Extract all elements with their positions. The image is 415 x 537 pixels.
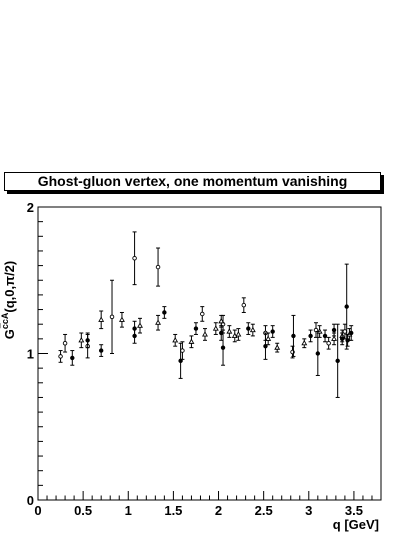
data-point-open-triangle — [332, 336, 336, 340]
data-point-filled-circle — [221, 346, 225, 350]
data-point-filled-circle — [332, 328, 336, 332]
plot-frame — [38, 207, 381, 500]
y-tick-label: 0 — [26, 493, 34, 508]
data-point-filled-circle — [309, 334, 313, 338]
data-point-filled-circle — [271, 330, 275, 334]
data-point-filled-circle — [163, 311, 167, 315]
y-axis-label-args: (q,0,π/2) — [2, 260, 17, 313]
y-axis-label-base: G — [2, 329, 17, 340]
data-point-open-triangle — [189, 339, 193, 343]
x-tick-label: 2.5 — [254, 503, 273, 518]
data-point-open-triangle — [236, 332, 240, 336]
data-point-filled-circle — [340, 337, 344, 341]
data-point-filled-circle — [316, 352, 320, 356]
x-axis — [34, 491, 381, 518]
data-point-filled-circle — [247, 327, 251, 331]
data-point-filled-circle — [336, 359, 340, 363]
data-point-open-triangle — [214, 326, 218, 330]
y-tick-label: 1 — [26, 346, 34, 362]
data-point-open-triangle — [266, 336, 270, 340]
data-point-filled-circle — [264, 344, 268, 348]
data-point-open-circle — [181, 349, 185, 353]
data-marks — [59, 232, 354, 398]
data-point-open-circle — [242, 303, 246, 307]
data-point-open-triangle — [251, 328, 255, 332]
data-point-open-triangle — [227, 329, 231, 333]
data-point-filled-circle — [194, 327, 198, 331]
y-axis — [27, 200, 48, 508]
data-point-open-triangle — [302, 341, 306, 345]
data-point-open-circle — [59, 355, 63, 359]
data-point-open-triangle — [203, 332, 207, 336]
data-point-filled-circle — [99, 349, 103, 353]
data-point-open-circle — [327, 341, 331, 345]
x-tick-label: 1.5 — [164, 503, 183, 518]
data-point-open-circle — [200, 312, 204, 316]
x-tick-label: 2 — [214, 503, 223, 518]
y-axis-label-superscript: c̅cA — [0, 312, 10, 330]
data-point-filled-circle — [71, 356, 75, 360]
y-tick-label: 2 — [26, 200, 34, 215]
y-axis-label — [0, 261, 17, 340]
data-point-open-triangle — [120, 317, 124, 321]
data-point-open-triangle — [138, 323, 142, 327]
data-point-open-triangle — [173, 338, 177, 342]
data-point-open-circle — [156, 265, 160, 269]
data-point-filled-circle — [219, 331, 223, 335]
data-point-filled-circle — [86, 339, 90, 343]
data-point-open-triangle — [99, 317, 103, 321]
data-point-open-triangle — [79, 338, 83, 342]
x-tick-label: 1 — [124, 503, 132, 518]
x-axis-label: q [GeV] — [332, 517, 379, 532]
data-point-open-circle — [110, 315, 114, 319]
x-tick-label: 0.5 — [74, 503, 93, 518]
data-point-open-triangle — [156, 320, 160, 324]
data-point-open-circle — [133, 256, 137, 260]
data-point-filled-circle — [179, 359, 183, 363]
x-tick-label: 3.5 — [344, 503, 363, 518]
x-tick-label: 3 — [305, 503, 313, 518]
data-point-open-circle — [63, 341, 67, 345]
data-point-filled-circle — [133, 334, 137, 338]
chart-title: Ghost-gluon vertex, one momentum vanishing — [37, 173, 348, 189]
data-point-filled-circle — [323, 334, 327, 338]
data-point-filled-circle — [292, 334, 296, 338]
x-tick-label: 0 — [34, 503, 42, 518]
data-point-filled-circle — [349, 331, 353, 335]
data-point-open-triangle — [275, 345, 279, 349]
data-point-filled-circle — [346, 339, 350, 343]
data-point-filled-circle — [345, 305, 349, 309]
